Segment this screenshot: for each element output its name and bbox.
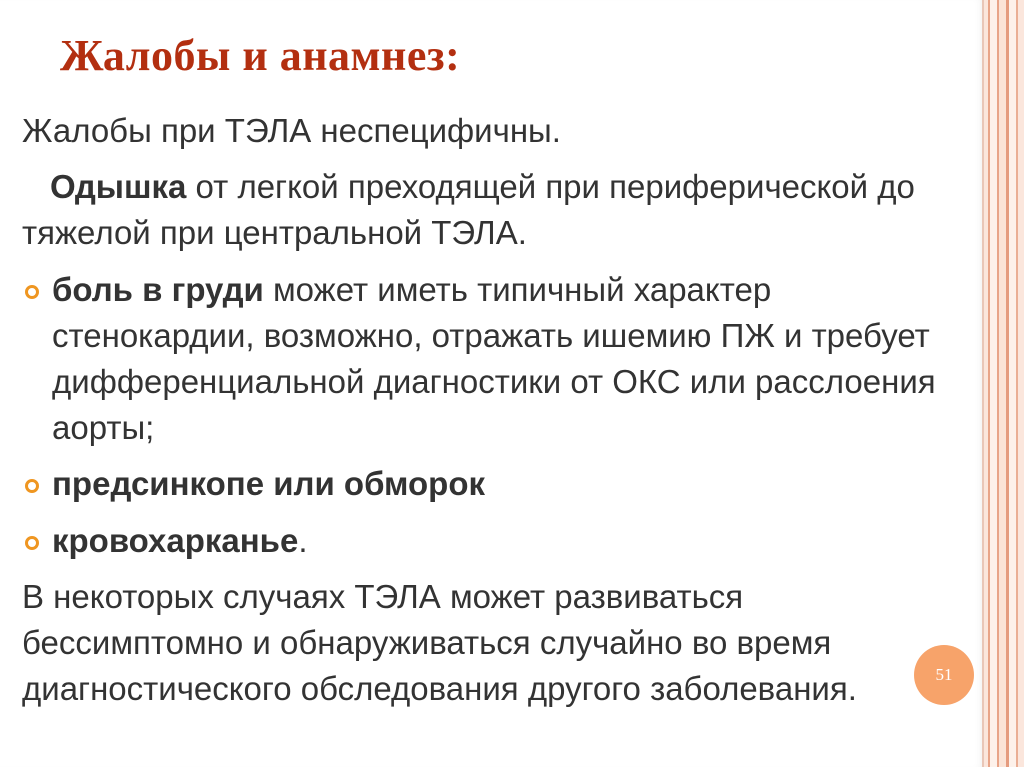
list-item bbox=[22, 267, 972, 452]
symptom-description: может иметь типичный характер стенокардии, возможно, отражать ишемию ПЖ и требует дифференциальной диагностики от ОКС или расслоения аорты; bbox=[52, 270, 936, 447]
page-number: 51 bbox=[935, 665, 953, 684]
symptom-list bbox=[22, 267, 972, 564]
decorative-stripes bbox=[984, 0, 1024, 767]
slide-title: Жалобы и анамнез: bbox=[60, 31, 461, 80]
list-item bbox=[22, 461, 972, 507]
slide-body bbox=[22, 108, 972, 712]
symptom-term: предсинкопе или обморок bbox=[52, 465, 485, 503]
bullet-ring-icon bbox=[25, 536, 39, 550]
symptom-term: кровохарканье bbox=[52, 521, 299, 559]
bullet-ring-icon bbox=[25, 285, 39, 299]
symptom-term: боль в груди bbox=[52, 270, 264, 308]
bullet-ring-icon bbox=[25, 479, 39, 493]
symptom-description: . bbox=[298, 521, 308, 559]
closing-paragraph: В некоторых случаях ТЭЛА может развиваться бессимптомно и обнаруживаться случайно во время диагностического обследования другого заболевания. bbox=[22, 577, 857, 708]
dyspnea-term: Одышка bbox=[50, 168, 187, 206]
dyspnea-description: от легкой преходящей при периферической до тяжелой при центральной ТЭЛА. bbox=[22, 168, 915, 252]
dyspnea-paragraph bbox=[22, 164, 972, 256]
intro-text: Жалобы при ТЭЛА неспецифичны. bbox=[22, 112, 561, 149]
page-number-badge bbox=[914, 645, 974, 705]
list-item bbox=[22, 518, 972, 564]
